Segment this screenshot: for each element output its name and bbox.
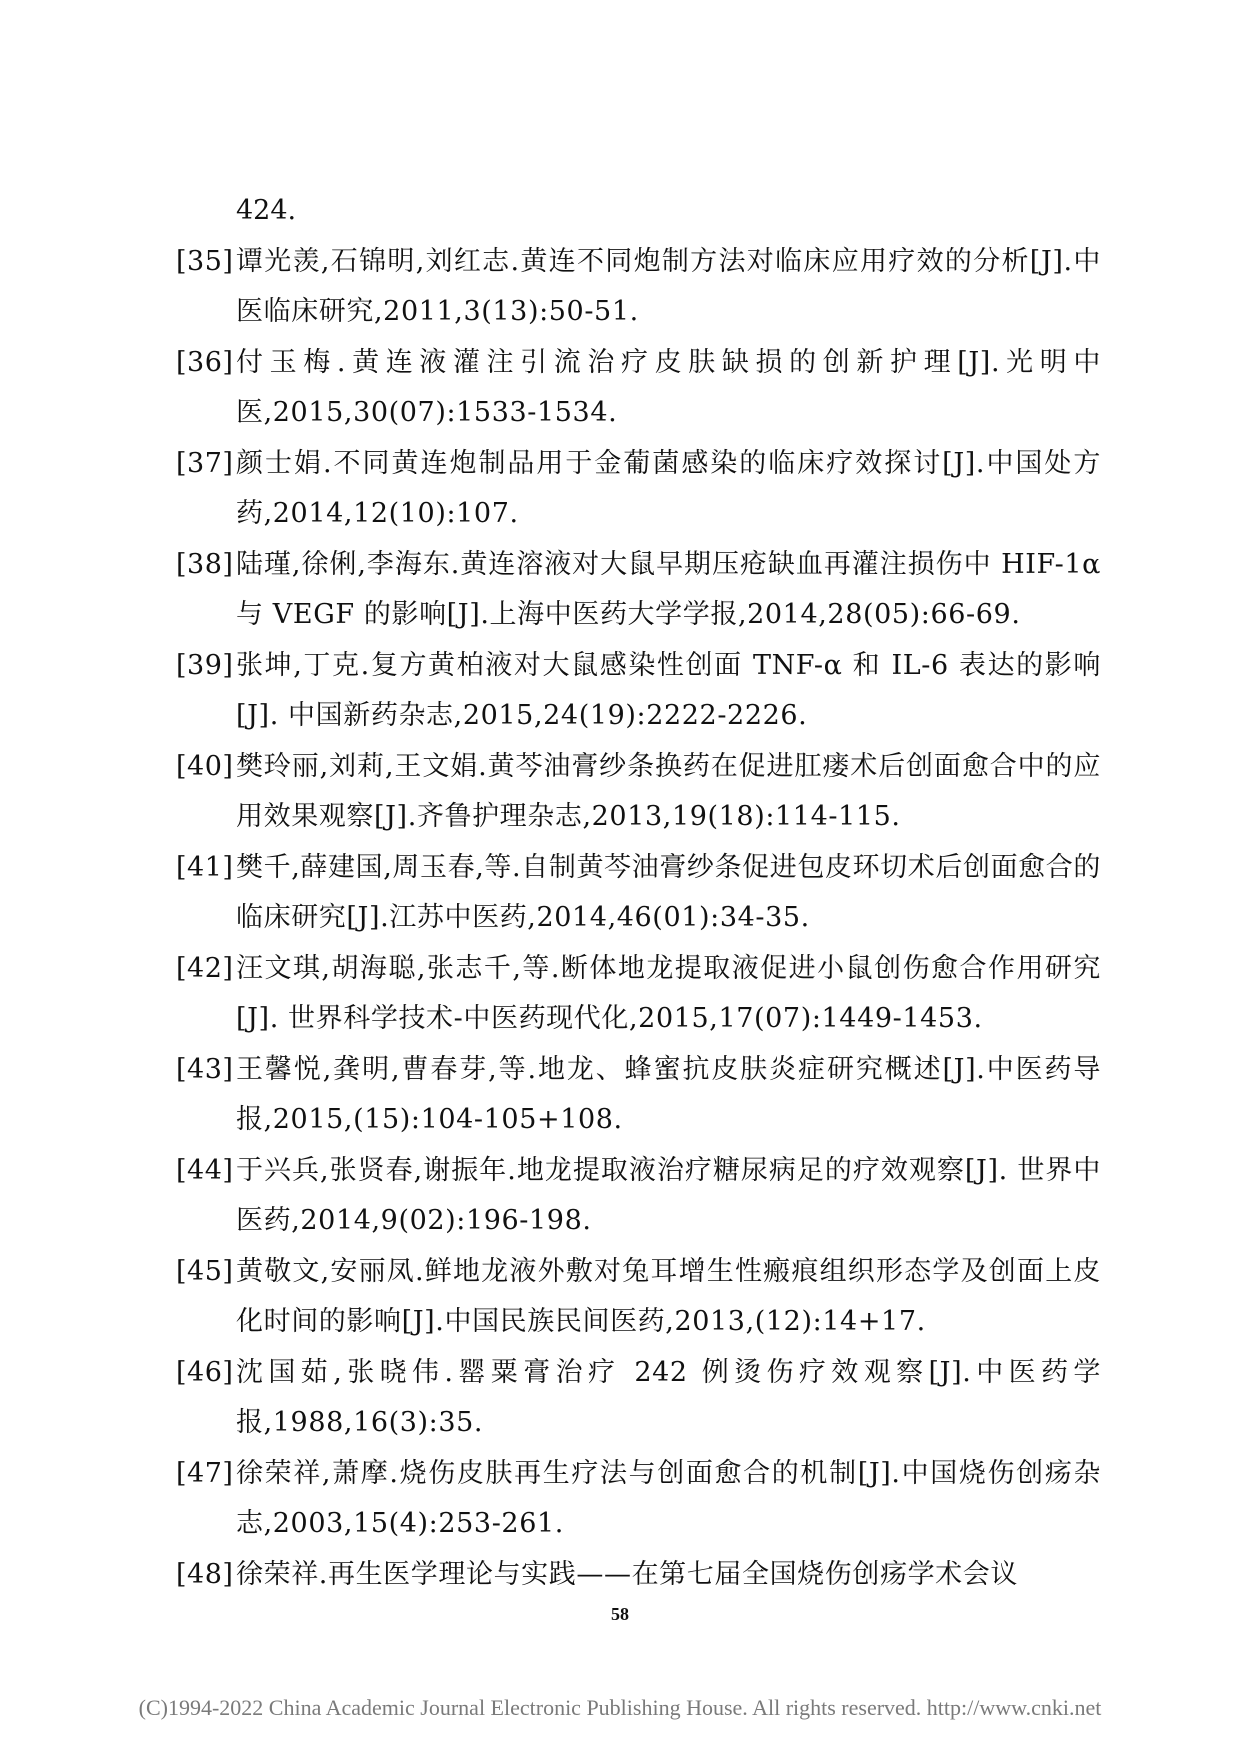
reference-text: 谭光羡,石锦明,刘红志.黄连不同炮制方法对临床应用疗效的分析[J].中医临床研究,2011,3(13):50-51. [236,246,1101,327]
reference-text: 汪文琪,胡海聪,张志千,等.断体地龙提取液促进小鼠创伤愈合作用研究[J]. 世界科学技术-中医药现代化,2015,17(07):1449-1453. [236,953,1101,1034]
reference-item [176,439,1101,539]
reference-continuation: 424. [236,195,297,226]
reference-item [176,1449,1101,1549]
reference-item [176,1550,1101,1600]
reference-item [176,944,1101,1044]
reference-number: [38] [176,549,234,580]
reference-text: 徐荣祥,萧摩.烧伤皮肤再生疗法与创面愈合的机制[J].中国烧伤创疡杂志,2003,15(4):253-261. [236,1458,1101,1539]
reference-number: [48] [176,1559,234,1590]
reference-item [176,338,1101,438]
reference-number: [35] [176,246,234,277]
reference-item [176,1348,1101,1448]
reference-text: 陆瑾,徐俐,李海东.黄连溶液对大鼠早期压疮缺血再灌注损伤中 HIF-1α 与 VEGF 的影响[J].上海中医药大学学报,2014,28(05):66-69. [236,549,1101,630]
reference-number: [36] [176,347,234,378]
reference-text: 樊千,薛建国,周玉春,等.自制黄芩油膏纱条促进包皮环切术后创面愈合的临床研究[J].江苏中医药,2014,46(01):34-35. [236,852,1101,933]
reference-text: 王馨悦,龚明,曹春芽,等.地龙、蜂蜜抗皮肤炎症研究概述[J].中医药导报,2015,(15):104-105+108. [236,1054,1101,1135]
reference-item [176,742,1101,842]
reference-item [176,540,1101,640]
reference-item [176,237,1101,337]
reference-item [176,1146,1101,1246]
reference-text: 徐荣祥.再生医学理论与实践——在第七届全国烧伤创疡学术会议 [236,1559,1018,1590]
reference-number: [47] [176,1458,234,1489]
reference-number: [45] [176,1256,234,1287]
reference-text: 沈国茹,张晓伟.罂粟膏治疗 242 例烫伤疗效观察[J].中医药学报,1988,16(3):35. [236,1357,1101,1438]
reference-text: 颜士娟.不同黄连炮制品用于金葡菌感染的临床疗效探讨[J].中国处方药,2014,12(10):107. [236,448,1101,529]
reference-number: [42] [176,953,234,984]
reference-text: 樊玲丽,刘莉,王文娟.黄芩油膏纱条换药在促进肛瘘术后创面愈合中的应用效果观察[J].齐鲁护理杂志,2013,19(18):114-115. [236,751,1101,832]
reference-number: [44] [176,1155,234,1186]
reference-text: 张坤,丁克.复方黄柏液对大鼠感染性创面 TNF-α 和 IL-6 表达的影响[J]. 中国新药杂志,2015,24(19):2222-2226. [236,650,1101,731]
reference-item [176,843,1101,943]
reference-text: 付玉梅.黄连液灌注引流治疗皮肤缺损的创新护理[J].光明中医,2015,30(07):1533-1534. [236,347,1101,428]
reference-item [176,1045,1101,1145]
reference-list [176,186,1101,1600]
copyright-footer: (C)1994-2022 China Academic Journal Electronic Publishing House. All rights reserved. http://www.cnki.net [138,1695,1102,1720]
reference-text: 黄敬文,安丽凤.鲜地龙液外敷对兔耳增生性瘢痕组织形态学及创面上皮化时间的影响[J].中国民族民间医药,2013,(12):14+17. [236,1256,1101,1337]
reference-item [176,641,1101,741]
reference-text: 于兴兵,张贤春,谢振年.地龙提取液治疗糖尿病足的疗效观察[J]. 世界中医药,2014,9(02):196-198. [236,1155,1101,1236]
page-number: 58 [611,1604,629,1624]
reference-number: [43] [176,1054,234,1085]
reference-number: [39] [176,650,234,681]
reference-number: [37] [176,448,234,479]
reference-number: [46] [176,1357,234,1388]
reference-number: [41] [176,852,234,883]
reference-item [176,1247,1101,1347]
reference-number: [40] [176,751,234,782]
